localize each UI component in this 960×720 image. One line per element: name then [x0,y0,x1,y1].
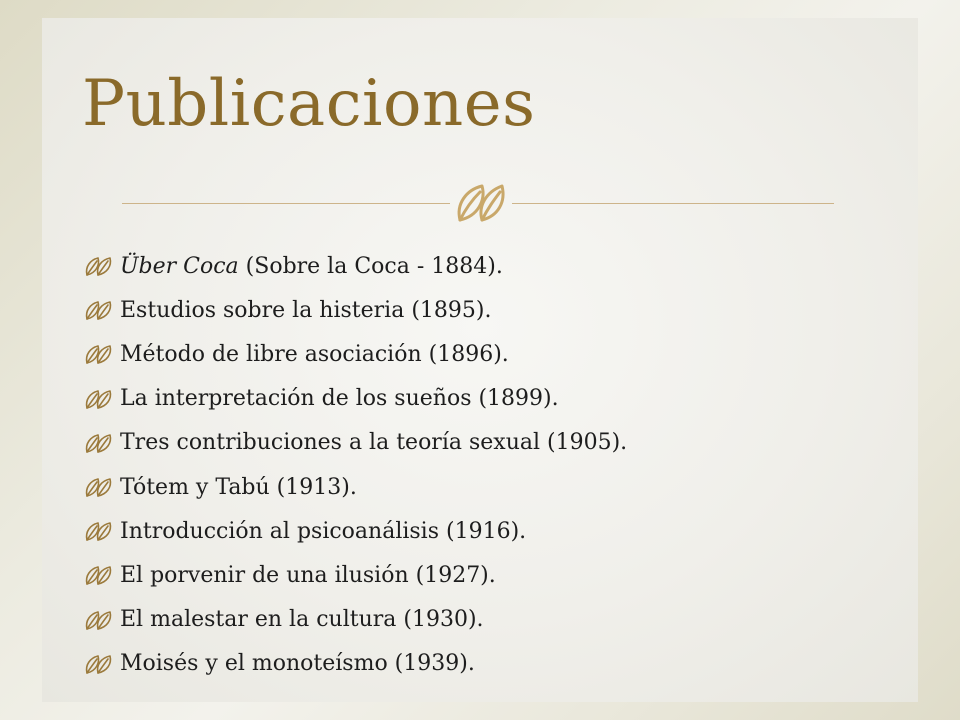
leaf-bullet-icon [84,520,114,542]
list-item-text [120,519,526,544]
list-item-italic: Über Coca [120,253,239,279]
list-item [84,598,627,642]
list-item-plain: Estudios sobre la histeria (1895). [120,297,492,323]
list-item-plain: Moisés y el monoteísmo (1939). [120,651,475,677]
list-item-text [120,563,496,588]
leaf-bullet-icon [84,299,114,321]
list-item-plain: Introducción al psicoanálisis (1916). [120,518,527,544]
list-item-text [120,386,559,411]
leaf-bullet-icon [84,343,114,365]
list-item [84,465,627,509]
list-item-text [120,651,475,676]
divider-line-right [512,203,834,204]
list-item-plain: Tótem y Tabú (1913). [120,474,357,500]
list-item-text [120,607,484,632]
leaf-bullet-icon [84,255,114,277]
list-item-plain: El malestar en la cultura (1930). [120,607,484,633]
slide-title: Publicaciones [82,67,536,141]
divider-line-left [122,203,450,204]
list-item [84,332,627,376]
leaf-bullet-icon [84,388,114,410]
leaf-bullet-icon [84,564,114,586]
list-item-text [120,475,357,500]
list-item-plain: (Sobre la Coca - 1884). [238,253,503,279]
list-item [84,244,627,288]
list-item [84,553,627,597]
list-item-text [120,298,491,323]
leaf-bullet-icon [84,609,114,631]
leaf-bullet-icon [84,653,114,675]
list-item [84,288,627,332]
publications-list [84,244,627,686]
list-item [84,377,627,421]
list-item-plain: Método de libre asociación (1896). [120,341,509,367]
list-item-plain: Tres contribuciones a la teoría sexual (1905). [120,430,628,456]
list-item [84,421,627,465]
list-item-text [120,342,509,367]
list-item-plain: La interpretación de los sueños (1899). [120,386,559,412]
leaf-bullet-icon [84,432,114,454]
list-item-text [120,430,627,455]
list-item-text [120,254,503,279]
list-item [84,642,627,686]
leaf-bullet-icon [84,476,114,498]
leaf-ornament-icon [452,178,510,226]
list-item [84,509,627,553]
list-item-plain: El porvenir de una ilusión (1927). [120,562,496,588]
